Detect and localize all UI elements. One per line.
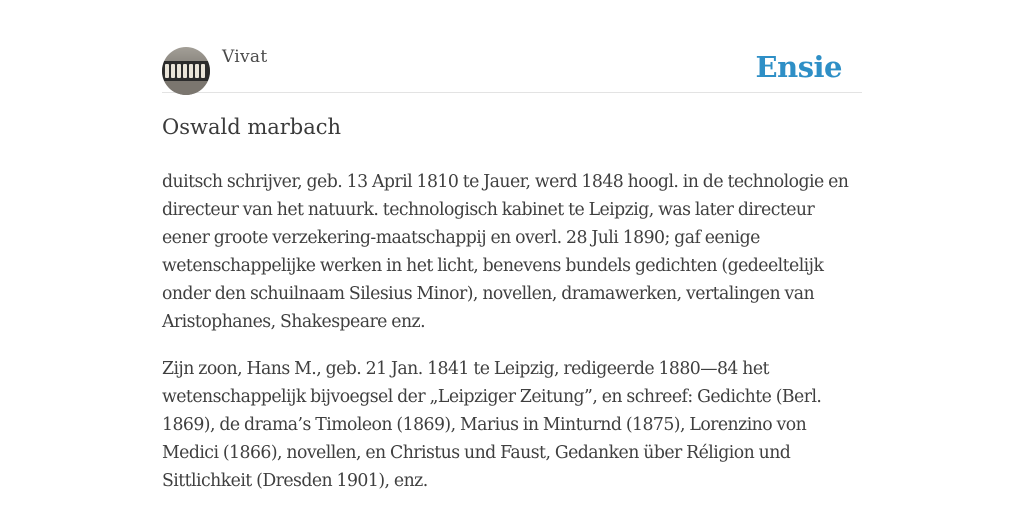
source-name[interactable]: Vivat [222,47,268,67]
article-body [162,168,862,514]
article-paragraph: duitsch schrijver, geb. 13 April 1810 te Jauer, werd 1848 hoogl. in de technologie en directeur van het natuurk. technologisch kabinet te Leipzig, was later directeur eener groote verzekering-maatschappij en overl. 28 Juli 1890; gaf eenige wetenschappelijke werken in het licht, benevens bundels gedichten (gedeeltelijk onder den schuilnaam Silesius Minor), novellen, dramawerken, vertalingen van Aristophanes, Shakespeare enz. [162,172,849,332]
source-avatar[interactable] [162,47,210,95]
brand-logo[interactable]: Ensie [755,50,842,84]
page-header [162,46,862,93]
article-title: Oswald marbach [162,115,342,139]
typewriter-keys-icon [162,47,210,95]
article-paragraph: Zijn zoon, Hans M., geb. 21 Jan. 1841 te Leipzig, redigeerde 1880—84 het wetenschappelijk bijvoegsel der „Leipziger Zeitung”, en schreef: Gedichte (Berl. 1869), de drama’s Timoleon (1869), Marius in Minturnd (1875), Lorenzino von Medici (1866), novellen, en Christus und Faust, Gedanken über Réligion und Sittlichkeit (Dresden 1901), enz. [162,359,822,491]
